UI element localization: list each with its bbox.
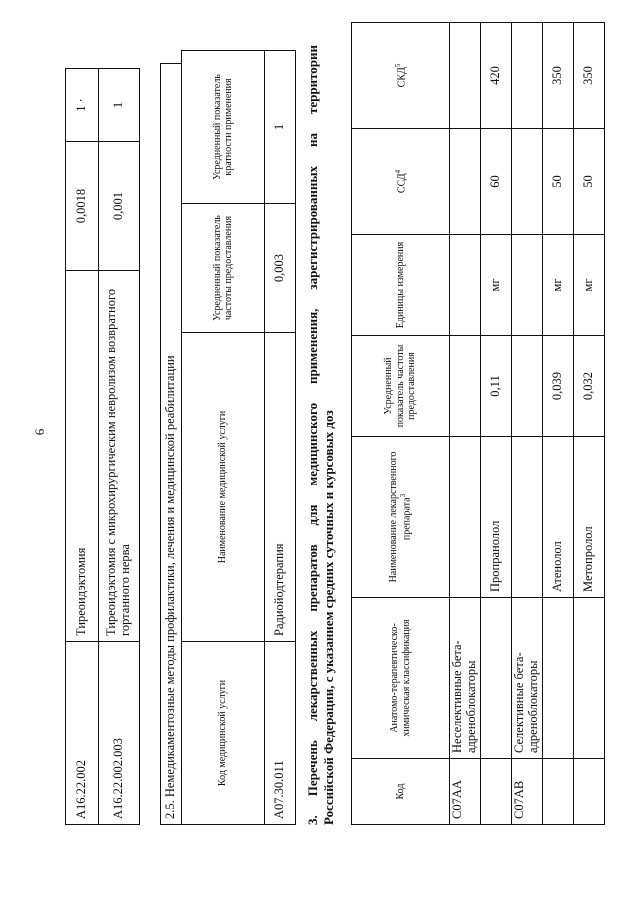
service-code: A16.22.002.003 [99,642,140,825]
skd-value: 350 [543,23,574,129]
header-atc: Анатомо-терапевтическо-химическая классификация [352,598,450,759]
page-number: 6 [32,428,47,436]
table-header-row [182,51,265,825]
skd-value: 420 [481,23,512,129]
frequency-value: 0,032 [574,336,605,437]
header-skd: СКД$^5$ [352,23,450,129]
drugs-table [351,22,605,825]
table-header-row [352,23,450,825]
drug-name: Пропранолол [481,437,512,598]
frequency-value [450,336,481,437]
service-code: A16.22.002 [66,642,99,825]
section-3-title-line2: Российской Федерации, с указанием средних суточных и курсовых доз [321,410,336,825]
drug-name [450,437,481,598]
header-drug-name: Наименование лекарственного препарата$^3$ [352,437,450,598]
frequency-value: 0,11 [481,336,512,437]
header-service-name: Наименование медицинской услуги [182,333,265,642]
header-ssd: ССД$^4$ [352,129,450,235]
drug-name: Метопролол [574,437,605,598]
unit-value: мг [574,235,605,336]
atc-group [574,598,605,759]
frequency-value [512,336,543,437]
table-row [574,23,605,825]
service-code: A07.30.011 [265,642,296,825]
skd-value [450,23,481,129]
unit-value: мг [481,235,512,336]
table-row [66,69,99,825]
atc-code [574,759,605,825]
ssd-value [450,129,481,235]
frequency-value: 0,001 [99,142,140,271]
section-3-title [305,45,337,825]
table-row [450,23,481,825]
atc-code: C07AB [512,759,543,825]
unit-value: мг [543,235,574,336]
section-2-5-title: 2.5. Немедикаментозные методы профилактики, лечения и медицинской реабилитации [160,63,181,825]
ssd-value: 50 [574,129,605,235]
drug-name [512,437,543,598]
non-drug-methods-table [181,50,296,825]
multiplicity-value: 1 [265,51,296,204]
frequency-value: 0,003 [265,204,296,333]
ssd-value: 50 [543,129,574,235]
header-service-code: Код медицинской услуги [182,642,265,825]
atc-group: Селективные бета-адреноблокаторы [512,598,543,759]
services-table-continued [65,68,140,825]
atc-code: C07AA [450,759,481,825]
drug-name: Атенолол [543,437,574,598]
ssd-value: 60 [481,129,512,235]
service-name: Тиреоидэктомия с микрохирургическим невролизом возвратного гортанного нерва [99,271,140,642]
atc-code [481,759,512,825]
unit-value [512,235,543,336]
table-row [512,23,543,825]
section-3-title-line1: 3. Перечень лекарственных препаратов для медицинского применения, зарегистрированных на территории [305,45,320,825]
multiplicity-value: 1 [99,69,140,142]
header-frequency: Усредненный показатель частоты предоставления [352,336,450,437]
header-frequency: Усредненный показатель частоты предоставления [182,204,265,333]
header-multiplicity: Усредненный показатель кратности применения [182,51,265,204]
skd-value [512,23,543,129]
table-row [265,51,296,825]
frequency-value: 0,039 [543,336,574,437]
table-row [481,23,512,825]
atc-group [543,598,574,759]
header-code: Код [352,759,450,825]
unit-value [450,235,481,336]
table-row [543,23,574,825]
skd-value: 350 [574,23,605,129]
table-row [99,69,140,825]
frequency-value: 0,0018 [66,142,99,271]
atc-code [543,759,574,825]
service-name: Радиойодтерапия [265,333,296,642]
header-unit: Единицы измерения [352,235,450,336]
atc-group: Неселективные бета-адреноблокаторы [450,598,481,759]
service-name: Тиреоидэктомия [66,271,99,642]
ssd-value [512,129,543,235]
multiplicity-value: 1 · [66,69,99,142]
atc-group [481,598,512,759]
